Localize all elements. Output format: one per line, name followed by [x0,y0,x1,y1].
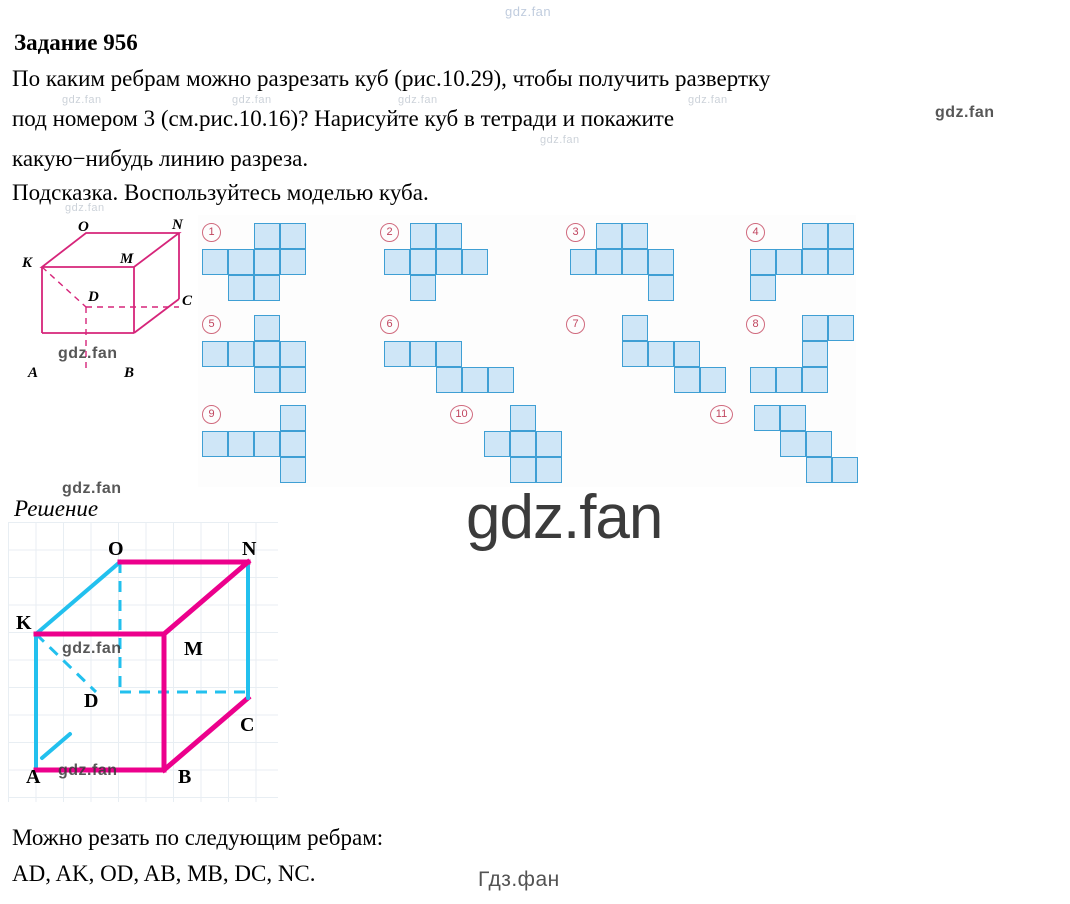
net-cell [484,431,510,457]
net-cell [828,249,854,275]
net-cell [802,367,828,393]
watermark-large: gdz.fan [466,483,663,552]
net-cell [254,275,280,301]
figure-cube-10-29 [14,215,200,395]
net-number-7: 7 [566,315,585,334]
net-cell [754,405,780,431]
net-cell [510,405,536,431]
net-cell [202,341,228,367]
net-cell [596,249,622,275]
net-cell [622,341,648,367]
watermark: gdz.fan [62,480,122,497]
net-number-2: 2 [380,223,399,242]
problem-hint: Подсказка. Воспользуйтесь моделью куба. [12,180,429,205]
net-cell [622,223,648,249]
net-number-9: 9 [202,405,221,424]
net-cell [384,341,410,367]
net-cell [280,223,306,249]
net-number-11: 11 [710,405,733,424]
watermark: gdz.fan [688,94,728,106]
net-cell [436,249,462,275]
watermark-bottom: Гдз.фан [478,868,560,891]
net-cell [410,341,436,367]
net-cell [462,367,488,393]
net-cell [202,249,228,275]
net-cell [750,249,776,275]
net-cell [828,223,854,249]
net-number-6: 6 [380,315,399,334]
net-cell [510,457,536,483]
net-cell [536,431,562,457]
net-number-3: 3 [566,223,585,242]
watermark: gdz.fan [58,345,118,362]
net-cell [806,457,832,483]
net-cell [700,367,726,393]
watermark: gdz.fan [65,202,105,214]
net-number-4: 4 [746,223,765,242]
net-cell [780,405,806,431]
watermark: gdz.fan [58,762,118,779]
net-cell [802,315,828,341]
net-cell [254,223,280,249]
vertex-label-M: M [120,251,134,267]
vertex-label-B: B [124,365,135,381]
vertex-label-A: A [28,365,39,381]
net-cell [832,457,858,483]
problem-line-1: По каким ребрам можно разрезать куб (рис.10.29), чтобы получить развертку [12,66,771,91]
figure-nets-panel [198,215,856,487]
net-cell [384,249,410,275]
net-number-1: 1 [202,223,221,242]
net-cell [280,457,306,483]
watermark: gdz.fan [232,94,272,106]
net-cell [228,341,254,367]
net-cell [436,223,462,249]
net-cell [536,457,562,483]
net-cell [228,249,254,275]
answer-line-2: AD, AK, OD, AB, MB, DC, NC. [12,861,316,886]
problem-line-2: под номером 3 (см.рис.10.16)? Нарисуйте куб в тетради и покажите [12,106,675,131]
net-cell [436,341,462,367]
net-cell [596,223,622,249]
problem-line-3: какую−нибудь линию разреза. [12,146,309,171]
net-cell [806,431,832,457]
net-number-8: 8 [746,315,765,334]
vertex-label-B: B [178,766,192,788]
vertex-label-C: C [182,293,193,309]
watermark: gdz.fan [398,94,438,106]
net-cell [280,249,306,275]
net-cell [228,275,254,301]
figure-solution-cube [8,522,278,802]
net-cell [570,249,596,275]
net-cell [674,341,700,367]
vertex-label-A: A [26,766,41,788]
net-cell [802,223,828,249]
page-title: Задание 956 [14,30,138,55]
net-cell [254,315,280,341]
net-cell [254,367,280,393]
net-cell [202,431,228,457]
net-cell [776,367,802,393]
net-cell [488,367,514,393]
vertex-label-C: C [240,714,255,736]
net-cell [410,249,436,275]
net-cell [510,431,536,457]
net-cell [254,341,280,367]
net-cell [622,249,648,275]
vertex-label-D: D [88,289,99,305]
net-cell [648,249,674,275]
net-number-10: 10 [450,405,473,424]
net-cell [280,431,306,457]
net-cell [280,405,306,431]
net-cell [622,315,648,341]
net-cell [780,431,806,457]
net-cell [828,315,854,341]
watermark: gdz.fan [935,104,995,121]
vertex-label-K: K [22,255,33,271]
net-cell [280,367,306,393]
vertex-label-N: N [242,538,257,560]
net-cell [674,367,700,393]
watermark-top: gdz.fan [505,4,552,19]
watermark: gdz.fan [62,94,102,106]
net-cell [280,341,306,367]
net-cell [228,431,254,457]
net-cell [648,275,674,301]
vertex-label-O: O [108,538,124,560]
net-cell [410,275,436,301]
watermark: gdz.fan [540,134,580,146]
net-cell [254,249,280,275]
vertex-label-N: N [172,217,183,233]
net-cell [802,341,828,367]
net-number-5: 5 [202,315,221,334]
vertex-label-M: M [184,638,203,660]
net-cell [750,367,776,393]
net-cell [462,249,488,275]
net-cell [648,341,674,367]
watermark: gdz.fan [62,640,122,657]
net-cell [802,249,828,275]
net-cell [750,275,776,301]
net-cell [776,249,802,275]
vertex-label-D: D [84,690,99,712]
net-cell [436,367,462,393]
vertex-label-O: O [78,219,89,235]
net-cell [254,431,280,457]
solution-heading: Решение [14,496,99,521]
vertex-label-K: K [16,612,32,634]
answer-line-1: Можно резать по следующим ребрам: [12,825,384,850]
net-cell [410,223,436,249]
